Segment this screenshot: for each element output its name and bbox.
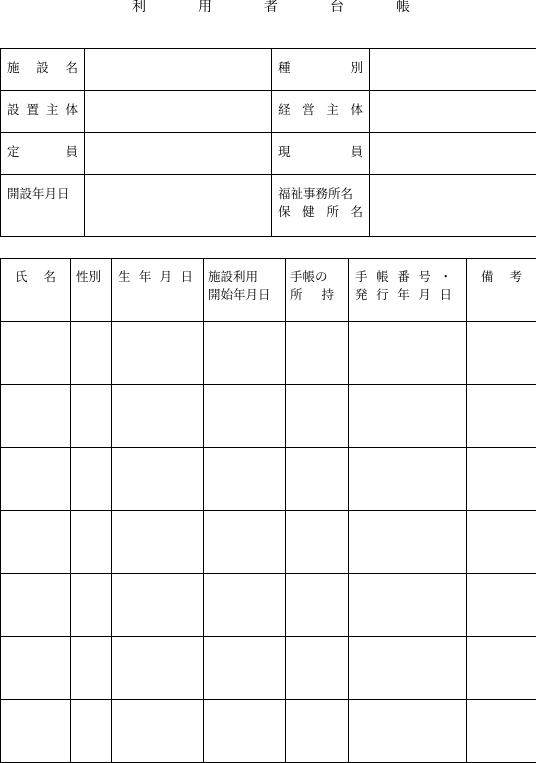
current-value[interactable] [370, 133, 536, 175]
col-name [1, 259, 71, 322]
start-date-cell[interactable] [204, 322, 286, 385]
col-number [349, 259, 467, 322]
handbook-cell[interactable] [286, 322, 349, 385]
facility-name-label: 施 設 名 [7, 60, 78, 75]
name-cell[interactable] [1, 574, 71, 637]
start-date-cell[interactable] [204, 511, 286, 574]
col-start [204, 259, 286, 322]
table-row [1, 700, 536, 763]
facility-name-value[interactable] [85, 49, 272, 91]
handbook-header-line2: 所 持 [290, 287, 334, 302]
handbook-cell[interactable] [286, 637, 349, 700]
start-date-cell[interactable] [204, 574, 286, 637]
label-operator [272, 91, 370, 133]
number-cell[interactable] [349, 322, 467, 385]
label-category [272, 49, 370, 91]
welfare-office-label: 福祉事務所名 [278, 186, 354, 201]
title-char: 利 [132, 0, 146, 15]
table-row [1, 385, 536, 448]
gender-cell[interactable] [71, 700, 112, 763]
remarks-cell[interactable] [467, 700, 536, 763]
start-date-cell[interactable] [204, 385, 286, 448]
remarks-cell[interactable] [467, 511, 536, 574]
name-cell[interactable] [1, 385, 71, 448]
table-row [1, 511, 536, 574]
number-header-line2: 発 行 年 月 日 [355, 287, 452, 302]
gender-cell[interactable] [71, 322, 112, 385]
start-header-line2: 開始年月日 [208, 287, 271, 302]
number-cell[interactable] [349, 637, 467, 700]
remarks-cell[interactable] [467, 637, 536, 700]
label-current [272, 133, 370, 175]
col-remarks [467, 259, 536, 322]
number-cell[interactable] [349, 385, 467, 448]
handbook-cell[interactable] [286, 448, 349, 511]
number-cell[interactable] [349, 700, 467, 763]
offices-value[interactable] [370, 175, 536, 237]
table-row [1, 448, 536, 511]
handbook-cell[interactable] [286, 385, 349, 448]
birth-cell[interactable] [112, 574, 204, 637]
name-header: 氏 名 [15, 269, 56, 284]
current-label: 現 員 [278, 144, 363, 159]
start-date-cell[interactable] [204, 448, 286, 511]
facility-info-table [0, 48, 536, 237]
name-cell[interactable] [1, 322, 71, 385]
birth-cell[interactable] [112, 637, 204, 700]
birth-header: 生 年 月 日 [118, 269, 193, 284]
gender-cell[interactable] [71, 637, 112, 700]
gender-cell[interactable] [71, 511, 112, 574]
category-value[interactable] [370, 49, 536, 91]
col-birth [112, 259, 204, 322]
birth-cell[interactable] [112, 322, 204, 385]
title-char: 者 [264, 0, 278, 15]
number-header-line1: 手 帳 番 号 ・ [355, 269, 452, 284]
birth-cell[interactable] [112, 448, 204, 511]
birth-cell[interactable] [112, 385, 204, 448]
gender-cell[interactable] [71, 385, 112, 448]
label-offices [272, 175, 370, 237]
name-cell[interactable] [1, 700, 71, 763]
label-facility-name [1, 49, 85, 91]
health-center-label: 保 健 所 名 [278, 204, 363, 219]
operator-label: 経 営 主 体 [278, 102, 363, 117]
header-row [1, 259, 536, 322]
title-char: 台 [330, 0, 344, 15]
handbook-cell[interactable] [286, 511, 349, 574]
start-date-cell[interactable] [204, 637, 286, 700]
user-register-table [0, 258, 536, 763]
birth-cell[interactable] [112, 511, 204, 574]
start-header-line1: 施設利用 [208, 269, 259, 284]
opened-label: 開設年月日 [7, 186, 70, 201]
table-row [1, 574, 536, 637]
name-cell[interactable] [1, 511, 71, 574]
capacity-label: 定 員 [7, 144, 78, 159]
label-founder [1, 91, 85, 133]
founder-label: 設 置 主 体 [7, 102, 78, 117]
title-char: 帳 [396, 0, 410, 15]
category-label: 種 別 [278, 60, 363, 75]
gender-cell[interactable] [71, 448, 112, 511]
number-cell[interactable] [349, 448, 467, 511]
title-char: 用 [198, 0, 212, 15]
gender-header: 性別 [76, 269, 102, 284]
col-gender [71, 259, 112, 322]
table-row [1, 322, 536, 385]
gender-cell[interactable] [71, 574, 112, 637]
handbook-header-line1: 手帳の [290, 269, 328, 284]
remarks-cell[interactable] [467, 385, 536, 448]
name-cell[interactable] [1, 637, 71, 700]
number-cell[interactable] [349, 511, 467, 574]
handbook-cell[interactable] [286, 700, 349, 763]
founder-value[interactable] [85, 91, 272, 133]
remarks-header: 備 考 [481, 269, 522, 284]
number-cell[interactable] [349, 574, 467, 637]
remarks-cell[interactable] [467, 322, 536, 385]
label-opened [1, 175, 85, 237]
start-date-cell[interactable] [204, 700, 286, 763]
capacity-value[interactable] [85, 133, 272, 175]
col-handbook [286, 259, 349, 322]
table-row [1, 637, 536, 700]
birth-cell[interactable] [112, 700, 204, 763]
remarks-cell[interactable] [467, 448, 536, 511]
name-cell[interactable] [1, 448, 71, 511]
operator-value[interactable] [370, 91, 536, 133]
handbook-cell[interactable] [286, 574, 349, 637]
label-capacity [1, 133, 85, 175]
opened-value[interactable] [85, 175, 272, 237]
remarks-cell[interactable] [467, 574, 536, 637]
document-title [0, 0, 536, 20]
